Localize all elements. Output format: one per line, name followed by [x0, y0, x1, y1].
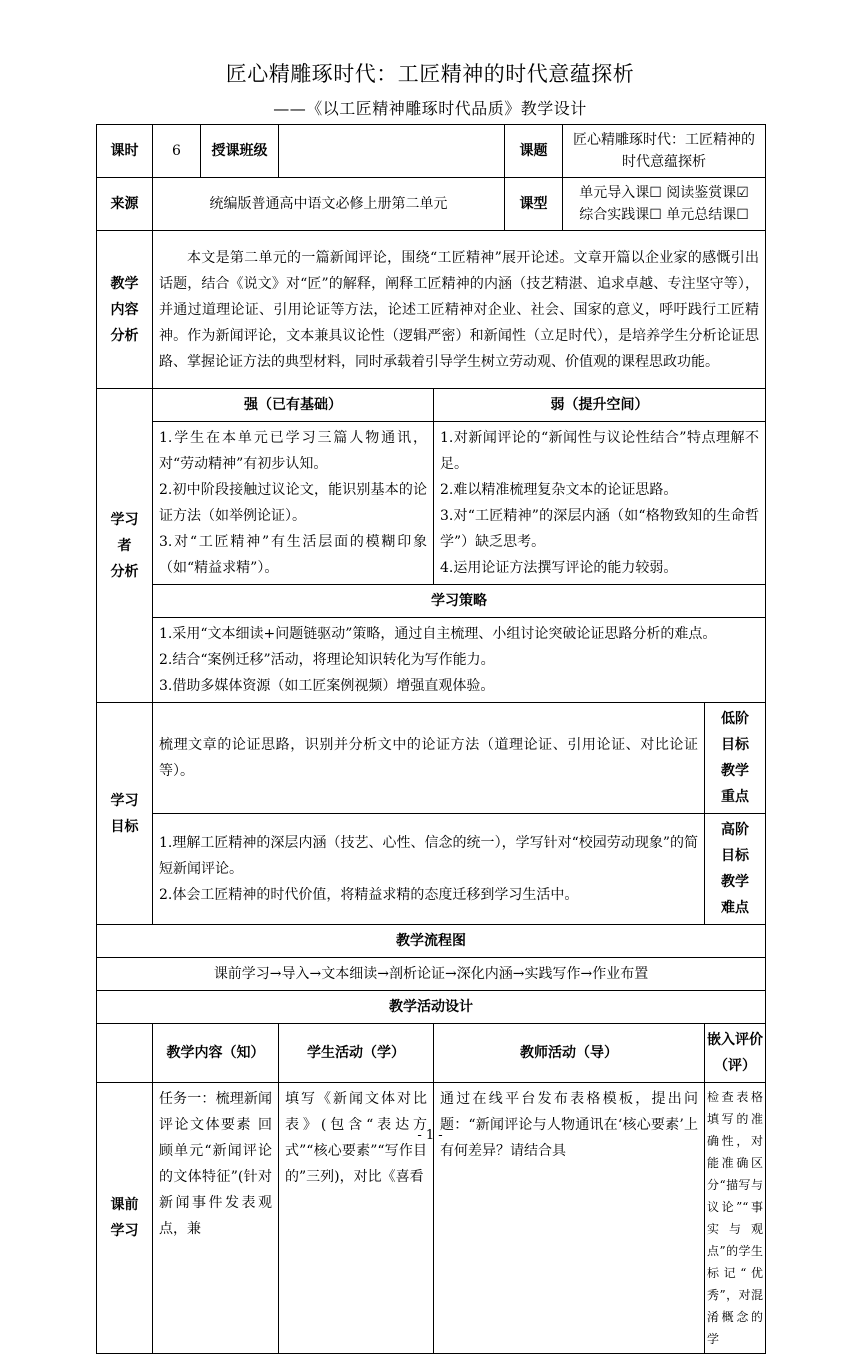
flow-text: 课前学习→导入→文本细读→剖析论证→深化内涵→实践写作→作业布置 [97, 958, 766, 991]
col-header-teacher: 教师活动（导） [434, 1024, 705, 1083]
col-header-student: 学生活动（学） [279, 1024, 434, 1083]
col-header-content: 教学内容（知） [153, 1024, 279, 1083]
weak-header: 弱（提升空间） [434, 389, 766, 422]
strong-item: 2.初中阶段接触过议论文，能识别基本的论证方法（如举例论证）。 [159, 482, 427, 524]
low-goal-tag: 低阶 目标 教学 重点 [705, 703, 766, 814]
strategy-list [153, 618, 766, 703]
lesson-type-line-2: 综合实践课☐ 单元总结课☐ [579, 207, 749, 223]
goal-low-row [97, 703, 766, 814]
strategy-item: 2.结合“案例迁移”活动，将理论知识转化为写作能力。 [159, 652, 495, 668]
activity-corner-cell [97, 1024, 153, 1083]
document-title: 匠心精雕琢时代：工匠精神的时代意蕴探析 [225, 62, 635, 86]
low-goal-text: 梳理文章的论证思路，识别并分析文中的论证方法（道理论证、引用论证、对比论证等）。 [153, 703, 705, 814]
learner-analysis-label: 学习 者 分析 [97, 389, 153, 703]
weak-item: 3.对“工匠精神”的深层内涵（如“格物致知的生命哲学”）缺乏思考。 [440, 508, 760, 550]
preclass-evaluation-cell: 检查表格填写的准确性，对能准确区分“描写与议论”“事实与观点”的学生标记“优秀”，对混淆概念的学 [705, 1083, 766, 1354]
weak-item: 4.运用论证方法撰写评论的能力较弱。 [440, 560, 678, 576]
weak-item: 2.难以精准梳理复杂文本的论证思路。 [440, 482, 678, 498]
strong-item: 1.学生在本单元已学习三篇人物通讯，对“劳动精神”有初步认知。 [159, 430, 427, 472]
preclass-label: 课前 学习 [97, 1083, 153, 1354]
flow-header-row [97, 925, 766, 958]
goals-label: 学习 目标 [97, 703, 153, 925]
content-analysis-text: 本文是第二单元的一篇新闻评论，围绕“工匠精神”展开论述。文章开篇以企业家的感慨引出话题，结合《说文》对“匠”的解释，阐释工匠精神的内涵（技艺精湛、追求卓越、专注坚守等），并通过道理论证、引用论证等方法，论述工匠精神对企业、社会、国家的意义，呼吁践行工匠精神。作为新闻评论，文本兼具议论性（逻辑严密）和新闻性（立足时代），是培养学生分析论证思路、掌握论证方法的典型材料，同时承载着引导学生树立劳动观、价值观的课程思政功能。 [153, 231, 766, 389]
strategy-row [97, 618, 766, 703]
class-value [279, 125, 505, 178]
activity-header-row [97, 991, 766, 1024]
weak-item: 1.对新闻评论的“新闻性与议论性结合”特点理解不足。 [440, 430, 760, 472]
strategy-item: 3.借助多媒体资源（如工匠案例视频）增强直观体验。 [159, 678, 495, 694]
col-header-evaluation: 嵌入评价（评） [705, 1024, 766, 1083]
lesson-type-options [563, 178, 766, 231]
lesson-type-line-1: 单元导入课☐ 阅读鉴赏课☑ [579, 185, 749, 201]
activity-preclass-row [97, 1083, 766, 1354]
content-analysis-label: 教学 内容 分析 [97, 231, 153, 389]
lesson-plan-table [96, 124, 766, 1354]
strong-item: 3.对“工匠精神”有生活层面的模糊印象（如“精益求精”）。 [159, 534, 427, 576]
preclass-teacher-cell: 通过在线平台发布表格模板，提出问题：“新闻评论与人物通讯在‘核心要素’上有何差异？请结合具 [434, 1083, 705, 1354]
high-goal-item: 2.体会工匠精神的时代价值，将精益求精的态度迁移到学习生活中。 [159, 887, 579, 903]
header-row-2 [97, 178, 766, 231]
preclass-content-cell: 任务一：梳理新闻评论文体要素 回顾单元“新闻评论的文体特征”(针对新闻事件发表观点，兼 [153, 1083, 279, 1354]
strong-list [153, 422, 434, 585]
source-value: 统编版普通高中语文必修上册第二单元 [153, 178, 505, 231]
strategy-item: 1.采用“文本细读+问题链驱动”策略，通过自主梳理、小组讨论突破论证思路分析的难点。 [159, 626, 717, 642]
keshi-label: 课时 [97, 125, 153, 178]
page-number: - 1 - [417, 1128, 443, 1143]
high-goal-list [153, 814, 705, 925]
header-row-1 [97, 125, 766, 178]
strategy-header: 学习策略 [153, 585, 766, 618]
class-label: 授课班级 [201, 125, 279, 178]
learner-header-row [97, 389, 766, 422]
strategy-header-row [97, 585, 766, 618]
high-goal-tag: 高阶 目标 教学 难点 [705, 814, 766, 925]
strong-header: 强（已有基础） [153, 389, 434, 422]
content-analysis-row [97, 231, 766, 389]
flow-header: 教学流程图 [97, 925, 766, 958]
type-label: 课型 [505, 178, 563, 231]
high-goal-item: 1.理解工匠精神的深层内涵（技艺、心性、信念的统一），学写针对“校园劳动现象”的简短新闻评论。 [159, 835, 699, 877]
source-label: 来源 [97, 178, 153, 231]
goal-high-row [97, 814, 766, 925]
flow-row [97, 958, 766, 991]
learner-content-row [97, 422, 766, 585]
preclass-student-cell: 填写《新闻文体对比表》(包含“表达方式”“核心要素”“写作目的”三列)，对比《喜看 [279, 1083, 434, 1354]
topic-label: 课题 [505, 125, 563, 178]
document-subtitle: ——《以工匠精神雕琢时代品质》教学设计 [273, 99, 587, 118]
keshi-value: 6 [153, 125, 201, 178]
topic-value: 匠心精雕琢时代：工匠精神的时代意蕴探析 [563, 125, 766, 178]
weak-list [434, 422, 766, 585]
activity-col-header-row [97, 1024, 766, 1083]
activity-header: 教学活动设计 [97, 991, 766, 1024]
